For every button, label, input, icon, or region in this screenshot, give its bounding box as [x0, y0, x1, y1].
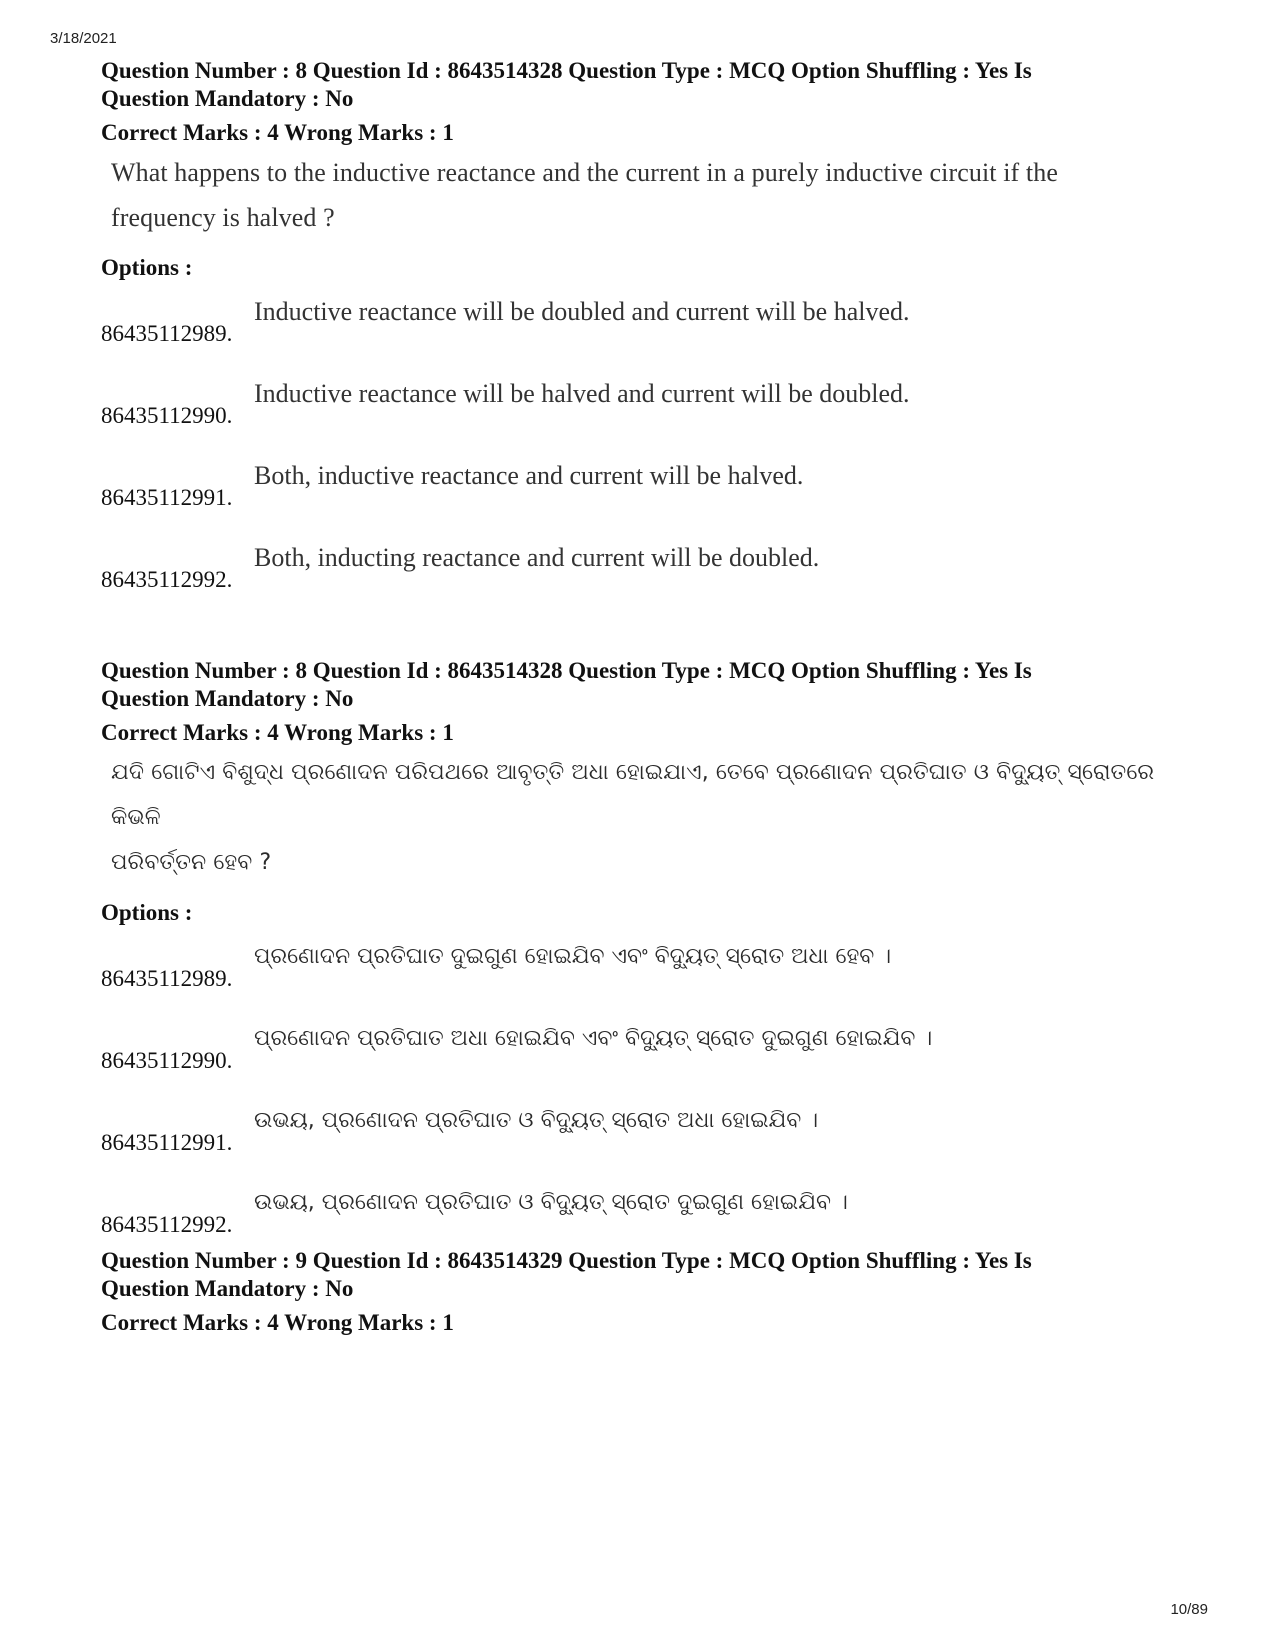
- options-label: Options :: [101, 255, 193, 280]
- option-text: Both, inductive reactance and current will be halved.: [254, 461, 804, 490]
- option-id: 86435112990.: [101, 403, 233, 428]
- question-header: [101, 1247, 1201, 1303]
- question-8-odia: [101, 657, 1201, 1265]
- question-text: [101, 750, 1201, 885]
- options-list: [101, 937, 1201, 1265]
- option-text: Inductive reactance will be halved and current will be doubled.: [254, 379, 910, 408]
- option-id: 86435112990.: [101, 1048, 233, 1073]
- question-header-line2: Question Mandatory : No: [101, 686, 354, 711]
- question-marks: Correct Marks : 4 Wrong Marks : 1: [101, 1310, 454, 1335]
- question-header-line1: Question Number : 8 Question Id : 8643514328 Question Type : MCQ Option Shuffling : Yes Is: [101, 58, 1032, 83]
- option-text: ଉଭୟ, ପ୍ରଣୋଦନ ପ୍ରତିଘାତ ଓ ବିଦ୍ୟୁତ୍ ସ୍ରୋତ ଦୁଇଗୁଣ ହୋଇଯିବ ।: [254, 1190, 848, 1215]
- option-id: 86435112991.: [101, 485, 233, 510]
- question-marks: Correct Marks : 4 Wrong Marks : 1: [101, 720, 454, 745]
- option-text: ଉଭୟ, ପ୍ରଣୋଦନ ପ୍ରତିଘାତ ଓ ବିଦ୍ୟୁତ୍ ସ୍ରୋତ ଅଧା ହୋଇଯିବ ।: [254, 1108, 819, 1133]
- option-id: 86435112989.: [101, 966, 233, 991]
- question-header-line1: Question Number : 8 Question Id : 8643514328 Question Type : MCQ Option Shuffling : Yes Is: [101, 658, 1032, 683]
- option-text: Both, inducting reactance and current will be doubled.: [254, 543, 820, 572]
- question-text: [101, 150, 1201, 240]
- option-item: [101, 292, 1201, 374]
- question-text-line1: What happens to the inductive reactance and the current in a purely inductive circuit if the: [111, 158, 1058, 187]
- page-number: 10/89: [1170, 1601, 1208, 1618]
- option-item: [101, 937, 1201, 1019]
- option-text: ପ୍ରଣୋଦନ ପ୍ରତିଘାତ ଅଧା ହୋଇଯିବ ଏବଂ ବିଦ୍ୟୁତ୍ ସ୍ରୋତ ଦୁଇଗୁଣ ହୋଇଯିବ ।: [254, 1026, 933, 1051]
- question-header: [101, 57, 1201, 113]
- option-id: 86435112992.: [101, 567, 233, 592]
- question-header-line2: Question Mandatory : No: [101, 1276, 354, 1301]
- question-marks: Correct Marks : 4 Wrong Marks : 1: [101, 120, 454, 145]
- question-header: [101, 657, 1201, 713]
- option-text: ପ୍ରଣୋଦନ ପ୍ରତିଘାତ ଦୁଇଗୁଣ ହୋଇଯିବ ଏବଂ ବିଦ୍ୟୁତ୍ ସ୍ରୋତ ଅଧା ହେବ ।: [254, 944, 892, 969]
- option-text: Inductive reactance will be doubled and current will be halved.: [254, 297, 910, 326]
- option-id: 86435112992.: [101, 1212, 233, 1237]
- question-9: [101, 1247, 1201, 1337]
- option-item: [101, 456, 1201, 538]
- question-text-line1: ଯଦି ଗୋଟିଏ ବିଶୁଦ୍ଧ ପ୍ରଣୋଦନ ପରିପଥରେ ଆବୃତ୍ତି ଅଧା ହୋଇଯାଏ, ତେବେ ପ୍ରଣୋଦନ ପ୍ରତିଘାତ ଓ ବିଦ୍ୟୁତ୍ ସ୍ରୋତରେ କିଭଳି: [111, 760, 1155, 830]
- option-item: [101, 374, 1201, 456]
- options-label: Options :: [101, 900, 193, 925]
- option-item: [101, 1019, 1201, 1101]
- question-header-line1: Question Number : 9 Question Id : 8643514329 Question Type : MCQ Option Shuffling : Yes Is: [101, 1248, 1032, 1273]
- options-list: [101, 292, 1201, 620]
- question-header-line2: Question Mandatory : No: [101, 86, 354, 111]
- option-item: [101, 538, 1201, 620]
- page-date: 3/18/2021: [50, 30, 117, 47]
- question-text-line2: frequency is halved ?: [111, 203, 335, 232]
- option-item: [101, 1101, 1201, 1183]
- option-id: 86435112991.: [101, 1130, 233, 1155]
- question-text-line2: ପରିବର୍ତ୍ତନ ହେବ ?: [111, 850, 272, 875]
- question-8-english: [101, 57, 1201, 620]
- option-id: 86435112989.: [101, 321, 233, 346]
